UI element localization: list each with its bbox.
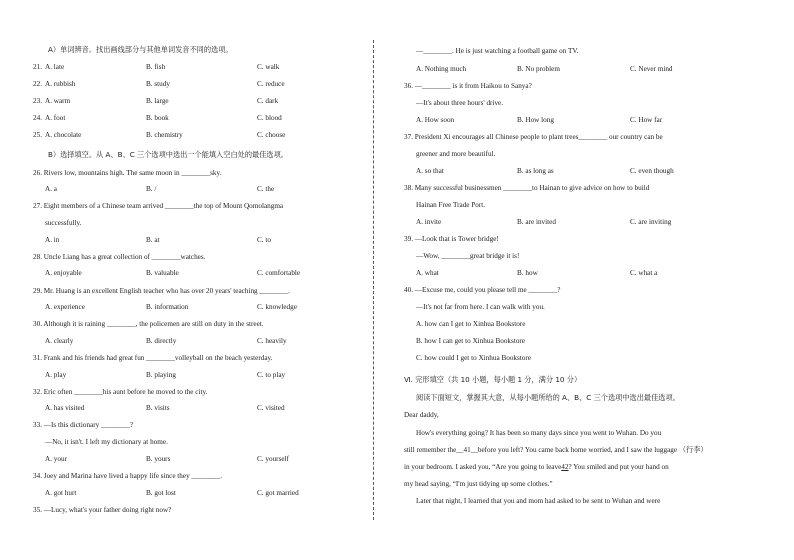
section-vi-header: Ⅵ. 完形填空（共 10 小题，每小题 1 分，满分 10 分） — [404, 375, 582, 384]
option-c: C. how could I get to Xinhua Bookstore — [416, 354, 531, 362]
question-34-stem: 34. Joey and Marina have lived a happy life since they ________. — [33, 472, 223, 480]
section-a-header: A）单词辨音。找出画线部分与其他单词发音不同的选项。 — [48, 45, 233, 54]
question-number: 23. — [33, 97, 42, 105]
option-b: B. large — [146, 97, 169, 105]
question-29-stem: 29. Mr. Huang is an excellent English teacher who has over 20 years' teaching ________. — [33, 287, 290, 295]
option-b: B. valuable — [146, 269, 179, 277]
option-a: A. enjoyable — [45, 269, 82, 277]
option-c: C. walk — [257, 63, 280, 71]
passage-line: my head saying, “I'm just tidying up some clothes.” — [404, 480, 553, 488]
column-divider — [373, 40, 374, 520]
option-a: A. in — [45, 236, 60, 244]
question-27-stem-cont: successfully. — [45, 219, 82, 227]
option-c: C. knowledge — [257, 303, 297, 311]
option-a: A. How soon — [416, 116, 455, 124]
question-33-stem: 33. —Is this dictionary ________? — [33, 421, 134, 429]
option-c: C. heavily — [257, 337, 287, 345]
option-a: A. clearly — [45, 337, 74, 345]
option-a: A. your — [45, 455, 67, 463]
option-a: A. has visited — [45, 404, 85, 412]
option-a: A. experience — [45, 303, 85, 311]
option-c: C. dark — [257, 97, 279, 105]
option-c: C. even though — [630, 167, 674, 175]
question-number: 24. — [33, 114, 42, 122]
option-b: B. visits — [146, 404, 170, 412]
question-32-stem: 32. Eric often ________his aunt before he moved to the city. — [33, 388, 208, 396]
option-b: B. book — [146, 114, 169, 122]
question-27-stem: 27. Eight members of a Chinese team arrived ________the top of Mount Qomolangma — [33, 202, 284, 210]
option-b: B. How long — [517, 116, 554, 124]
question-30-stem: 30. Although it is raining ________, the policemen are still on duty in the street. — [33, 320, 264, 328]
question-36-stem: 36. —________ is it from Haikou to Sanya? — [404, 82, 532, 90]
question-31-stem: 31. Frank and his friends had great fun ________volleyball on the beach yesterday. — [33, 354, 273, 362]
question-39-stem: 39. —Look that is Tower bridge! — [404, 235, 499, 243]
option-b: B. / — [146, 185, 157, 193]
passage-line: still remember the__41__before you left? You came back home worried, and I saw the luggage （行李） — [404, 446, 708, 454]
question-35-reply: —________. He is just watching a football game on TV. — [416, 47, 579, 55]
question-number: 22. — [33, 80, 42, 88]
instructions: 阅读下面短文，掌握其大意，从每小题所给的 A、B、C 三个选项中选出最佳选项。 — [416, 393, 680, 402]
option-a: A. foot — [45, 114, 66, 122]
passage-line: How's everything going? It has been so many days since you went to Wuhan. Do you — [416, 429, 662, 437]
option-b: B. at — [146, 236, 160, 244]
option-b: B. playing — [146, 371, 176, 379]
option-c: C. are inviting — [630, 218, 672, 226]
question-37-stem-cont: greener and more beautiful. — [416, 150, 496, 158]
option-a: A. warm — [45, 97, 71, 105]
question-36-reply: —It's about three hours' drive. — [416, 99, 504, 107]
option-c: C. blood — [257, 114, 282, 122]
question-35-stem: 35. —Lucy, what's your father doing right now? — [33, 506, 172, 514]
option-b: B. study — [146, 80, 170, 88]
question-number: 21. — [33, 63, 42, 71]
passage-line-text: ? You smiled and put your hand on — [568, 463, 669, 471]
option-c: C. to play — [257, 371, 286, 379]
blank-42: 42 — [561, 463, 569, 471]
question-40-reply: —It's not far from here. I can walk with you. — [416, 303, 545, 311]
option-a: A. late — [45, 63, 65, 71]
option-c: C. choose — [257, 131, 286, 139]
option-a: A. a — [45, 185, 57, 193]
option-b: B. as long as — [517, 167, 554, 175]
option-a: A. how can I get to Xinhua Bookstore — [416, 320, 526, 328]
option-a: A. got hurt — [45, 489, 77, 497]
option-b: B. chemistry — [146, 131, 183, 139]
question-37-stem: 37. President Xi encourages all Chinese people to plant trees________ our country can be — [404, 133, 663, 141]
option-c: C. to — [257, 236, 271, 244]
passage-line-text: in your bedroom. I asked you, “Are you going to leave — [404, 463, 562, 471]
option-b: B. got lost — [146, 489, 176, 497]
option-a: A. rubbish — [45, 80, 76, 88]
question-26-stem: 26. Rivers low, mountains high. The same moon in ________sky. — [33, 169, 222, 177]
option-b: B. fish — [146, 63, 166, 71]
option-c: C. How far — [630, 116, 663, 124]
option-c: C. comfortable — [257, 269, 301, 277]
letter-salutation: Dear daddy, — [404, 411, 439, 419]
option-b: B. No problem — [517, 65, 560, 73]
option-c: C. Never mind — [630, 65, 673, 73]
option-c: C. the — [257, 185, 275, 193]
option-c: C. got married — [257, 489, 299, 497]
option-b: B. how — [517, 269, 538, 277]
option-b: B. directly — [146, 337, 177, 345]
question-33-reply: —No, it isn't. I left my dictionary at home. — [45, 438, 168, 446]
option-c: C. yourself — [257, 455, 289, 463]
option-c: C. reduce — [257, 80, 285, 88]
question-40-stem: 40. —Excuse me, could you please tell me ________? — [404, 286, 561, 294]
option-a: A. so that — [416, 167, 444, 175]
option-a: A. play — [45, 371, 67, 379]
option-b: B. how I can get to Xinhua Bookstore — [416, 337, 525, 345]
question-28-stem: 28. Uncle Liang has a great collection of ________watches. — [33, 253, 206, 261]
option-a: A. Nothing much — [416, 65, 467, 73]
question-39-reply: —Wow, ________great bridge it is! — [416, 252, 520, 260]
option-b: B. are invited — [517, 218, 556, 226]
option-c: C. what a — [630, 269, 658, 277]
option-c: C. visited — [257, 404, 285, 412]
option-b: B. information — [146, 303, 189, 311]
question-38-stem-cont: Hainan Free Trade Port. — [416, 201, 486, 209]
passage-line — [404, 464, 669, 471]
option-a: A. chocolate — [45, 131, 82, 139]
option-a: A. what — [416, 269, 439, 277]
section-b-header: B）选择填空。从 A、B、C 三个选项中选出一个能填入空白处的最佳选项。 — [48, 150, 288, 159]
passage-line: Later that night, I learned that you and mom had asked to be sent to Wuhan and were — [416, 497, 661, 505]
option-a: A. invite — [416, 218, 442, 226]
option-b: B. yours — [146, 455, 171, 463]
question-number: 25. — [33, 131, 42, 139]
question-38-stem: 38. Many successful businessmen ________to Hainan to give advice on how to build — [404, 184, 650, 192]
